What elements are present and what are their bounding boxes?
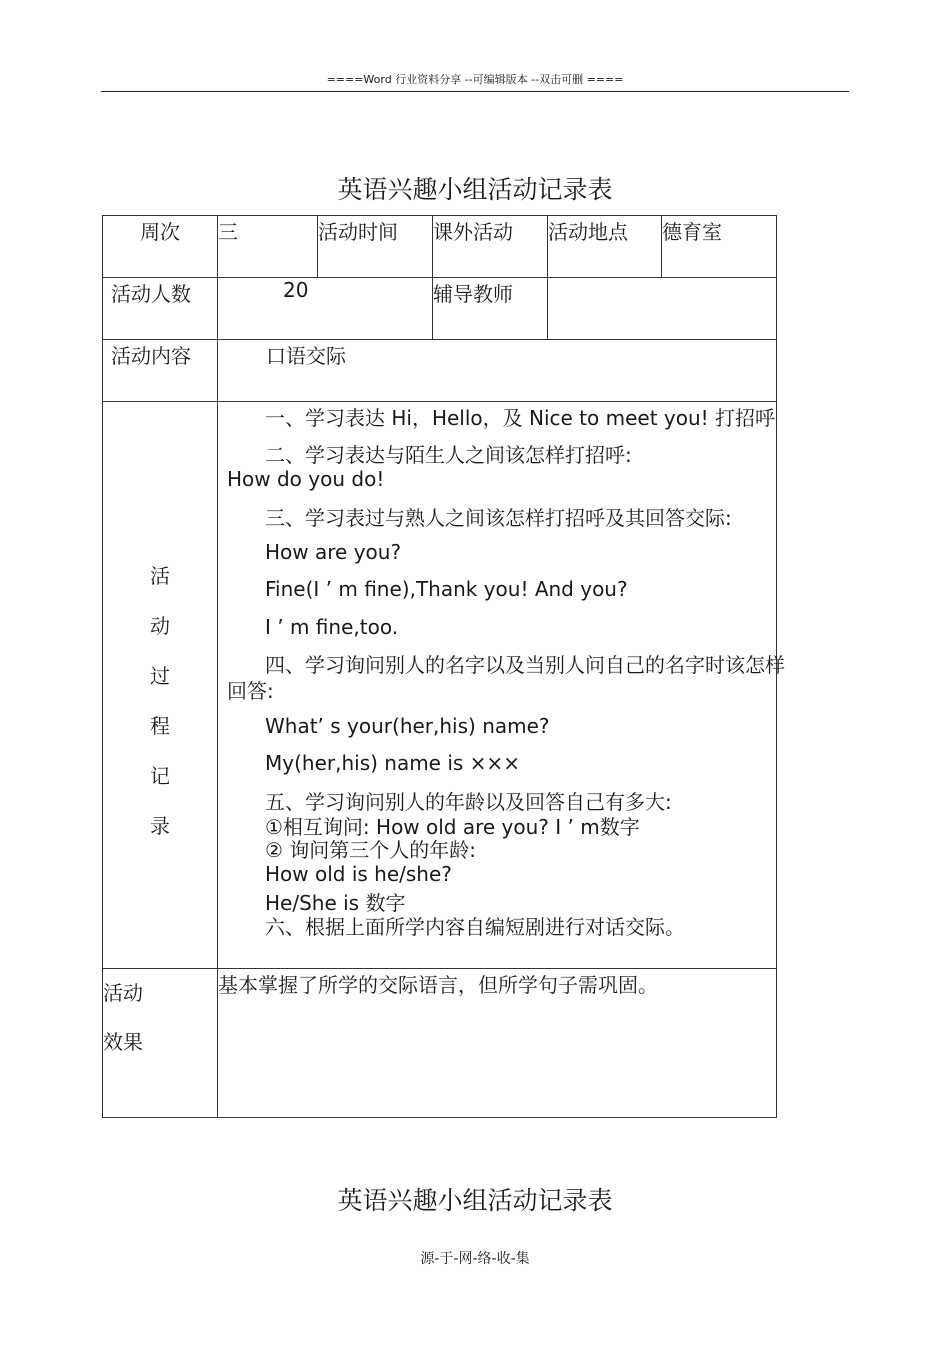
teacher-label-cell: 辅导教师 xyxy=(433,278,548,340)
process-line: How do you do! xyxy=(227,467,385,491)
count-value-cell: 20 xyxy=(218,278,433,340)
effect-value-cell: 基本掌握了所学的交际语言，但所学句子需巩固。 xyxy=(218,969,777,1118)
process-line: ② 询问第三个人的年龄: xyxy=(265,838,477,862)
process-label-char: 程 xyxy=(150,714,170,738)
process-line: How are you? xyxy=(265,540,402,564)
table-row xyxy=(103,340,777,402)
week-label-cell: 周次 xyxy=(103,216,218,278)
activity-record-table xyxy=(102,215,785,1118)
process-line: My(her,his) name is ××× xyxy=(265,751,520,775)
effect-label-line: 效果 xyxy=(103,1030,143,1054)
process-label xyxy=(103,402,217,851)
table-row xyxy=(103,402,777,969)
page-footer: 源-于-网-络-收-集 xyxy=(420,1251,530,1267)
process-line: Fine(I ’ m fine),Thank you! And you? xyxy=(265,577,628,601)
teacher-value-cell xyxy=(548,278,777,340)
process-line: What’ s your(her,his) name? xyxy=(265,714,550,738)
effect-label-line: 活动 xyxy=(103,981,143,1005)
place-label-cell: 活动地点 xyxy=(548,216,662,278)
process-line: 一、学习表达 Hi，Hello，及 Nice to meet you! 打招呼 xyxy=(265,406,776,430)
process-line: 五、学习询问别人的年龄以及回答自己有多大: xyxy=(265,790,672,814)
content-value-cell: 口语交际 xyxy=(218,340,777,402)
process-label-char: 过 xyxy=(150,664,170,688)
next-page-title: 英语兴趣小组活动记录表 xyxy=(337,1186,613,1215)
process-line: I ’ m fine,too. xyxy=(265,615,399,639)
process-label-char: 录 xyxy=(150,814,170,838)
process-content-cell xyxy=(218,402,785,969)
process-label-char: 记 xyxy=(150,764,170,788)
process-line: ①相互询问: How old are you? I ’ m数字 xyxy=(265,815,640,839)
process-line: 三、学习表过与熟人之间该怎样打招呼及其回答交际: xyxy=(265,506,732,530)
table-row xyxy=(103,216,777,278)
document-header-banner: ====Word 行业资料分享 --可编辑版本 --双击可删 ==== xyxy=(326,73,624,86)
process-line: 回答: xyxy=(227,679,274,703)
process-label-char: 动 xyxy=(150,614,170,638)
process-line: 六、根据上面所学内容自编短剧进行对话交际。 xyxy=(265,915,685,939)
count-label-cell: 活动人数 xyxy=(103,278,218,340)
page-title: 英语兴趣小组活动记录表 xyxy=(337,175,613,204)
process-line: 四、学习询问别人的名字以及当别人问自己的名字时该怎样 xyxy=(265,653,785,677)
table-row xyxy=(103,969,777,1118)
header-divider xyxy=(101,91,849,92)
table-row xyxy=(103,278,777,340)
time-value-cell: 课外活动 xyxy=(433,216,548,278)
process-line: 二、学习表达与陌生人之间该怎样打招呼: xyxy=(265,443,632,467)
week-value-cell: 三 xyxy=(218,216,318,278)
place-value-cell: 德育室 xyxy=(662,216,777,278)
content-label-cell: 活动内容 xyxy=(103,340,218,402)
process-line: How old is he/she? xyxy=(265,862,452,886)
effect-label-cell xyxy=(103,969,218,1118)
process-label-cell xyxy=(103,402,218,969)
process-label-char: 活 xyxy=(150,564,170,588)
time-label-cell: 活动时间 xyxy=(318,216,433,278)
process-line: He/She is 数字 xyxy=(265,891,406,915)
